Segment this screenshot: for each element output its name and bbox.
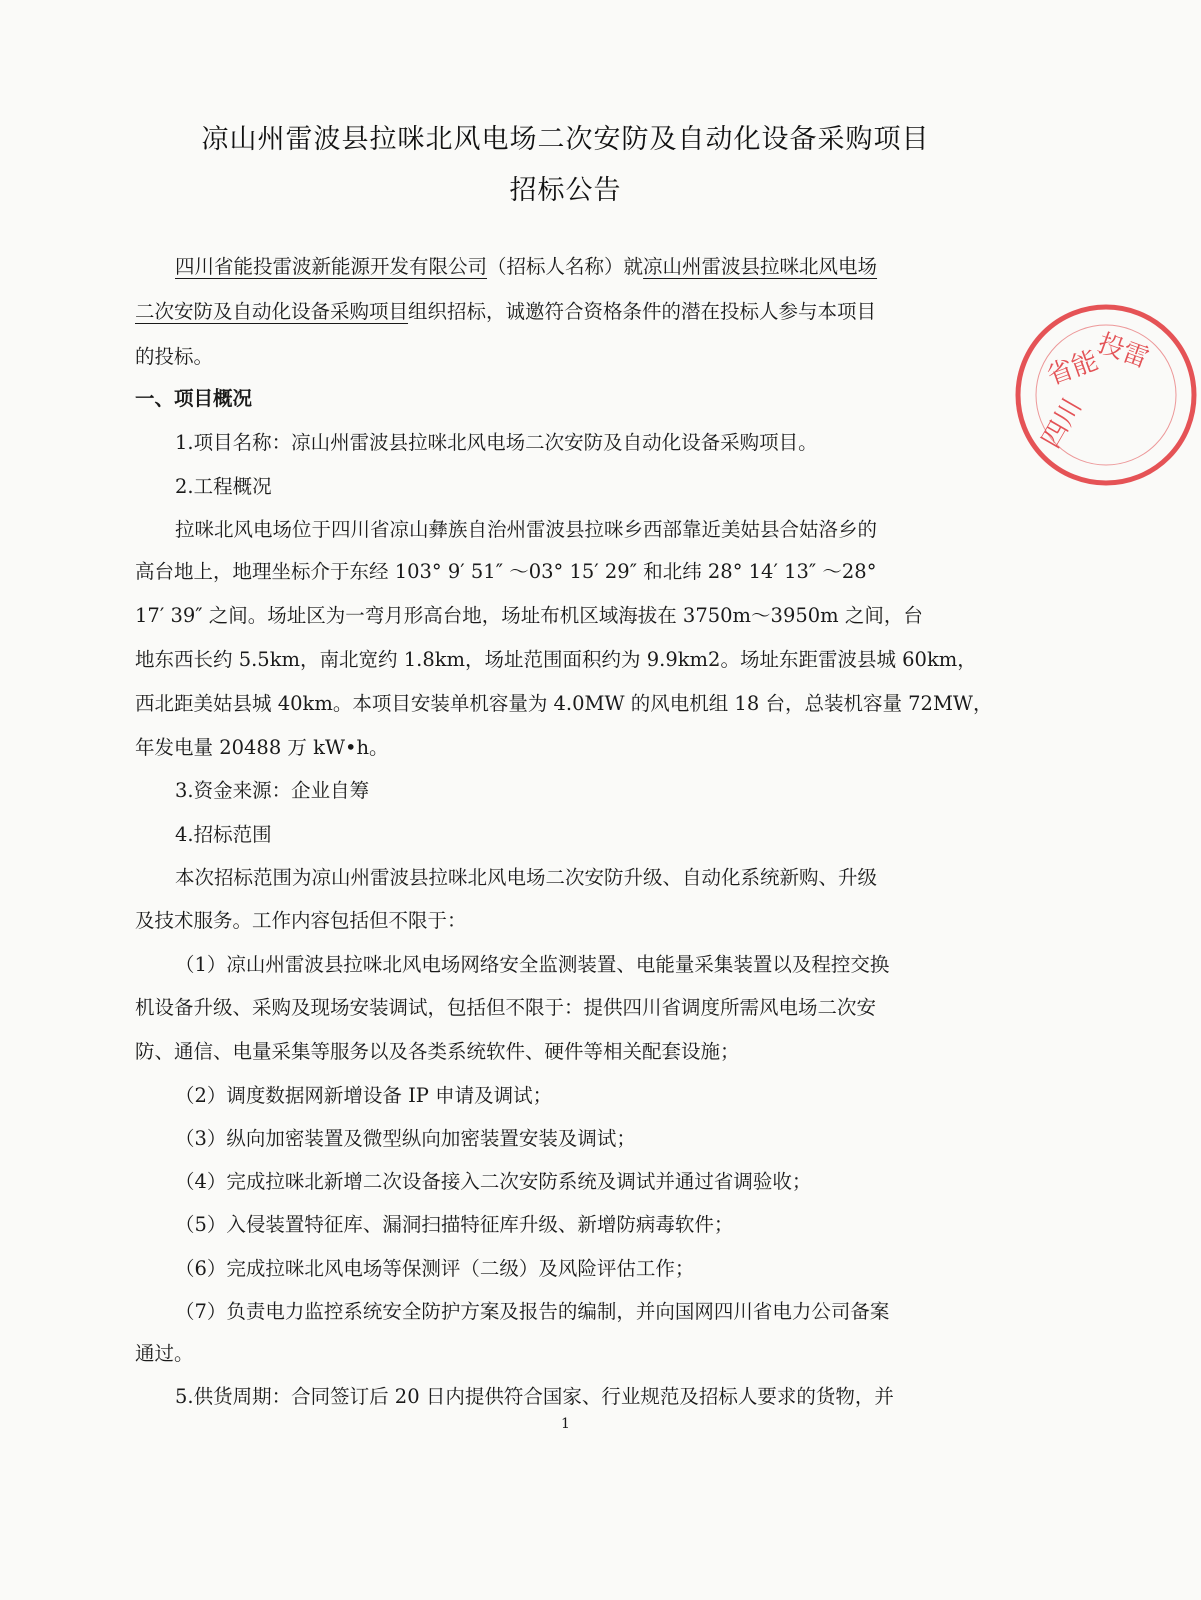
scope-item-line: 通过。 [135, 1342, 194, 1365]
company-seal-icon [1011, 300, 1201, 490]
scope-item-line: （7）负责电力监控系统安全防护方案及报告的编制，并向国网四川省电力公司备案 [175, 1300, 890, 1323]
bidder-name: 四川省能投雷波新能源开发有限公司 [175, 255, 488, 278]
scope-item-line: （2）调度数据网新增设备 IP 申请及调试； [175, 1084, 553, 1107]
intro-line-3: 的投标。 [135, 345, 214, 368]
item-project-name: 1.项目名称：凉山州雷波县拉咪北风电场二次安防及自动化设备采购项目。 [175, 431, 818, 454]
project-name-part2: 二次安防及自动化设备采购项目 [135, 300, 409, 323]
svg-text:四川: 四川 [1036, 393, 1089, 454]
bidder-note: （招标人名称）就 [487, 255, 644, 278]
scope-line: 及技术服务。工作内容包括但不限于： [135, 909, 467, 932]
scope-item-line: 机设备升级、采购及现场安装调试，包括但不限于：提供四川省调度所需风电场二次安 [135, 996, 877, 1019]
scope-item-line: （3）纵向加密装置及微型纵向加密装置安装及调试； [175, 1127, 636, 1150]
scope-line: 本次招标范围为凉山州雷波县拉咪北风电场二次安防升级、自动化系统新购、升级 [175, 866, 878, 889]
overview-line: 年发电量 20488 万 kW•h。 [135, 736, 389, 759]
document-title: 凉山州雷波县拉咪北风电场二次安防及自动化设备采购项目 [201, 124, 930, 155]
svg-text:投雷: 投雷 [1093, 328, 1153, 375]
intro-rest-1: 组织招标，诚邀符合资格条件的潜在投标人参与本项目 [408, 300, 877, 323]
scope-item-line: （1）凉山州雷波县拉咪北风电场网络安全监测装置、电能量采集装置以及程控交换 [175, 953, 890, 976]
item-scope-heading: 4.招标范围 [175, 823, 272, 846]
scope-item-line: （6）完成拉咪北风电场等保测评（二级）及风险评估工作； [175, 1257, 695, 1280]
intro-line-2 [135, 296, 876, 324]
svg-text:省能: 省能 [1043, 345, 1103, 392]
scope-item-line: 防、通信、电量采集等服务以及各类系统软件、硬件等相关配套设施； [135, 1040, 740, 1063]
project-name-part1: 凉山州雷波县拉咪北风电场 [643, 255, 878, 278]
scope-item-line: （4）完成拉咪北新增二次设备接入二次安防系统及调试并通过省调验收； [175, 1170, 812, 1193]
overview-line: 拉咪北风电场位于四川省凉山彝族自治州雷波县拉咪乡西部靠近美姑县合姑洛乡的 [175, 518, 878, 541]
section-heading: 一、项目概况 [135, 387, 253, 410]
overview-line: 高台地上，地理坐标介于东经 103° 9′ 51″ ～03° 15′ 29″ 和北纬 28° 14′ 13″ ～28° [135, 560, 877, 583]
item-overview-heading: 2.工程概况 [175, 475, 272, 498]
item-supply-period: 5.供货周期：合同签订后 20 日内提供符合国家、行业规范及招标人要求的货物，并 [175, 1385, 894, 1408]
intro-line-1 [175, 251, 877, 279]
page-number: 1 [561, 1416, 570, 1432]
item-funding: 3.资金来源：企业自筹 [175, 779, 370, 802]
document-subtitle: 招标公告 [509, 175, 622, 206]
overview-line: 西北距美姑县城 40km。本项目安装单机容量为 4.0MW 的风电机组 18 台，总装机容量 72MW， [135, 692, 993, 715]
scope-item-line: （5）入侵装置特征库、漏洞扫描特征库升级、新增防病毒软件； [175, 1213, 734, 1236]
overview-line: 地东西长约 5.5km，南北宽约 1.8km，场址范围面积约为 9.9km2。场址东距雷波县城 60km， [135, 648, 977, 671]
overview-line: 17′ 39″ 之间。场址区为一弯月形高台地，场址布机区域海拔在 3750m～3950m 之间，台 [135, 604, 923, 627]
